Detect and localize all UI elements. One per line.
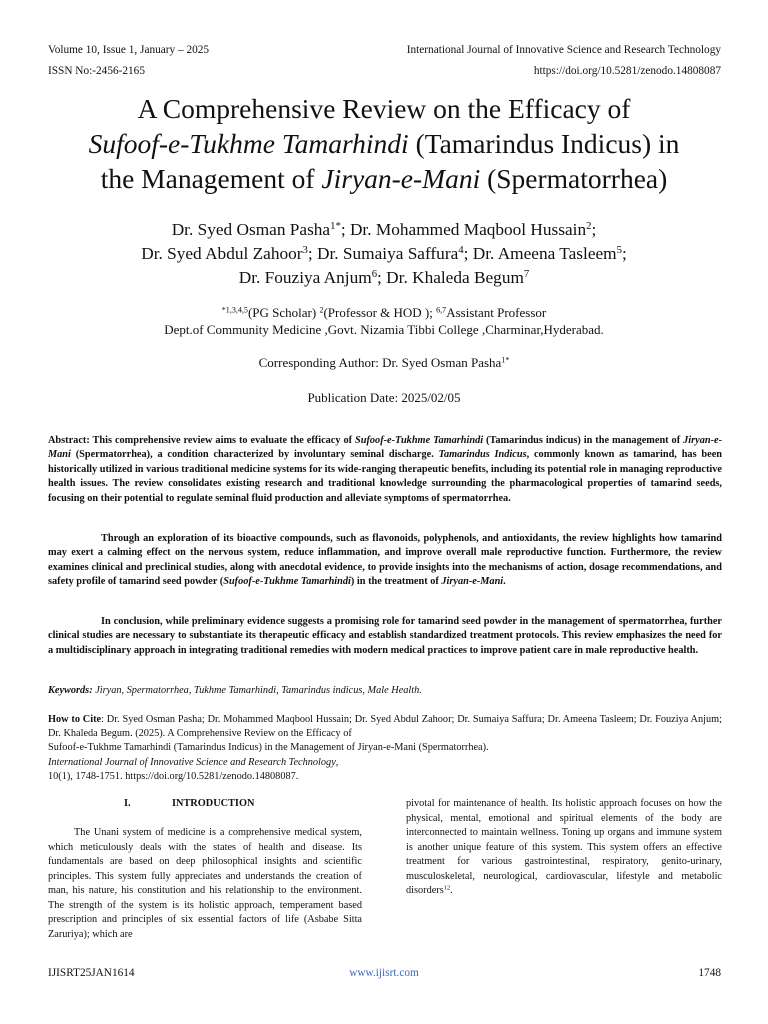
intro-left-column: The Unani system of medicine is a comprehensive medical system, which meticulously deals with the states of health and disease. Its fundamentals are based on deep philosophical insights and scientific principles. This system fully appreciates and understands the creation of man, his nature, his constitution and his relationship to the environment. The strength of the system is its holistic approach, temperament based prescription and principles of six essential factors of life (Asbabe Sitta Zaruriya); which are: [48, 827, 362, 940]
corresponding-author: Corresponding Author: Dr. Syed Osman Pasha$^{1*}$: [258, 355, 510, 370]
abstract-paragraph-2: Through an exploration of its bioactive compounds, such as flavonoids, polyphenols, and antioxidants, the review highlights how tamarind may exert a calming effect on the nervous system, reduce inflammation, and improve overall male reproductive function. Furthermore, the review examines clinical and preclinical studies, along with anecdotal evidence, to provide insights into the mechanisms of action, dosage recommendations, and safety profile of tamarind seed powder (Sufoof-e-Tukhme Tamarhindi) in the treatment of Jiryan-e-Mani.: [48, 533, 722, 588]
volume-info: Volume 10, Issue 1, January – 2025: [48, 44, 210, 56]
abstract-paragraph-3: In conclusion, while preliminary evidence suggests a promising role for tamarind seed powder in the management of spermatorrhea, further clinical studies are necessary to substantiate its therapeutic efficacy and establish standardized treatment protocols. This review emphasizes the need for a multidisciplinary approach in integrating traditional remedies with modern medical practices to improve patient care in male reproductive health.: [48, 616, 722, 656]
author-roles: $^{*1,3,4,5}$(PG Scholar) $^2$(Professor & HOD ); $^{6,7}$Assistant Professor: [221, 305, 547, 320]
issn: ISSN No:-2456-2165: [48, 65, 145, 77]
author-list: Dr. Syed Osman Pasha$^{1*}$; Dr. Mohammed Maqbool Hussain$^2$; Dr. Syed Abdul Zahoor$^3$; Dr. Sumaiya Saffura$^4$; Dr. Ameena Tasleem$^5$; Dr. Fouziya Anjum$^6$; Dr. Khaleda Begum$^7$: [141, 220, 627, 287]
keywords: Keywords: Jiryan, Spermatorrhea, Tukhme Tamarhindi, Tamarindus indicus, Male Health.: [48, 685, 422, 696]
journal-website-link[interactable]: www.ijisrt.com: [349, 967, 419, 979]
paper-code: IJISRT25JAN1614: [48, 967, 135, 979]
intro-right-column: pivotal for maintenance of health. Its holistic approach focuses on how the physical, mental, emotional and spiritual elements of the body are interconnected to maintain wellness. Toning up organs and immune system is another unique feature of this system. This system offers an effective treatment for various gastrointestinal, respiratory, genito-urinary, musculoskeletal, neurological, cardiovascular, lifestyle and metabolic disorders$^{12}$.: [406, 798, 722, 896]
page-number: 1748: [698, 967, 721, 979]
affiliation-department: Dept.of Community Medicine ,Govt. Nizamia Tibbi College ,Charminar,Hyderabad.: [164, 322, 604, 337]
abstract: [48, 434, 722, 506]
journal-name: International Journal of Innovative Science and Research Technology: [406, 44, 721, 56]
doi-link[interactable]: https://doi.org/10.5281/zenodo.14808087: [533, 65, 721, 77]
how-to-cite: How to Cite: Dr. Syed Osman Pasha; Dr. Mohammed Maqbool Hussain; Dr. Syed Abdul Zahoor; Dr. Sumaiya Saffura; Dr. Ameena Tasleem; Dr. Fouziya Anjum; Dr. Khaleda Begum. (2025). A Comprehensive Review on the Efficacy of Sufoof-e-Tukhme Tamarhindi (Tamarindus Indicus) in the Management of Jiryan-e-Mani (Spermatorrhea). International Journal of Innovative Science and Research Technology, 10(1), 1748-1751. https://doi.org/10.5281/zenodo.14808087.: [48, 714, 722, 782]
publication-date: Publication Date: 2025/02/05: [307, 390, 461, 405]
section-heading: I. INTRODUCTION: [124, 798, 255, 809]
abstract-paragraph-1: Abstract: This comprehensive review aims to evaluate the efficacy of Sufoof-e-Tukhme Tamarhindi (Tamarindus indicus) in the management of Jiryan-e-Mani (Spermatorrhea), a condition characterized by involuntary seminal discharge. Tamarindus Indicus, commonly known as tamarind, has been historically utilized in various traditional medicine systems for its wide-ranging therapeutic benefits, including its potential role in managing reproductive health issues. The review consolidates existing research and traditional knowledge surrounding the pharmacological properties of tamarind seeds, focusing on their potential to regulate seminal fluid production and alleviate symptoms of spermatorrhea.: [48, 435, 722, 504]
paper-title: A Comprehensive Review on the Efficacy of Sufoof-e-Tukhme Tamarhindi (Tamarindus Indicus) in the Management of Jiryan-e-Mani (Spermatorrhea): [88, 93, 680, 194]
